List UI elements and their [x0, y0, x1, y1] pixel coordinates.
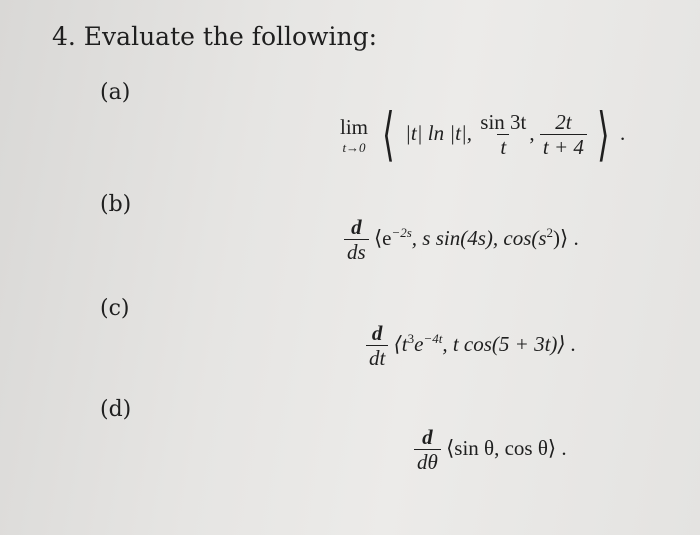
expression-c: $\frac{d}{dt}$ $⟨t^3e^{-4t}$, t cos(5 + 3t)⟩ .: [366, 322, 576, 370]
expression-a: lim t→0 ⟨ |t| ln |t|, $\frac{\sin 3t}{t}$ , $\frac{2t}{t + 4}$ ⟩ .: [340, 102, 626, 167]
derivative-d-ds: $\frac{d}{ds}$: [344, 216, 369, 264]
limit-operator: lim t→0: [340, 114, 369, 155]
left-angle-bracket: ⟨: [382, 102, 395, 167]
derivative-d-dt: $\frac{d}{dt}$: [366, 322, 388, 370]
expression-d: $\frac{d}{d\theta}$ ⟨sin θ, cos θ⟩ .: [414, 426, 567, 474]
derivative-d-dtheta: $\frac{d}{d\theta}$: [414, 426, 441, 474]
part-b-label: (b): [100, 192, 132, 217]
part-c-label: (c): [100, 296, 130, 321]
right-angle-bracket: ⟩: [597, 102, 610, 167]
part-d-label: (d): [100, 397, 132, 422]
part-a-label: (a): [100, 80, 131, 105]
fraction-2t-over-t-plus-4: $\frac{2t}{t + 4}$: [540, 111, 587, 159]
component-1: |t| ln |t|,: [405, 120, 473, 145]
fraction-sin3t-over-t: $\frac{\sin 3t}{t}$: [480, 109, 527, 159]
problem-heading: 4. Evaluate the following:: [52, 22, 378, 51]
expression-b: $\frac{d}{ds}$ $⟨e^{-2s}$, s sin(4s), $\cos(s^2)⟩$ .: [344, 216, 579, 264]
